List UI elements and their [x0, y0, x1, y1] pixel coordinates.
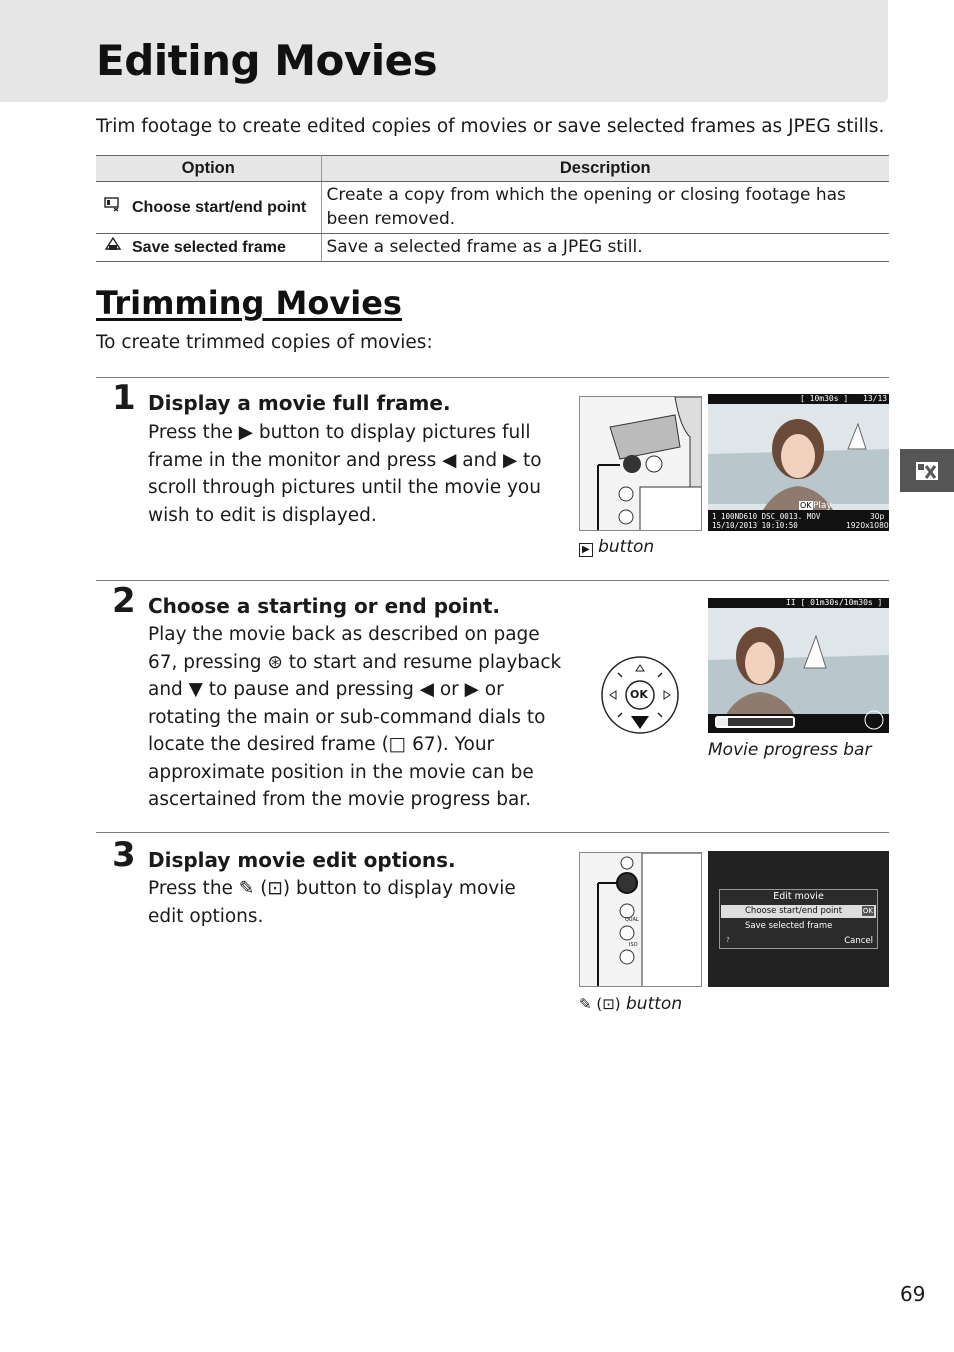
step-body-line: and ▼ to pause and pressing ◀ or ▶ or	[148, 679, 504, 700]
edit-button-caption	[579, 993, 682, 1015]
screen-fps: 30p	[870, 512, 885, 521]
menu-item-selected	[721, 905, 876, 918]
chapter-tab	[900, 449, 954, 492]
step-divider	[96, 832, 889, 833]
section-intro: To create trimmed copies of movies:	[96, 332, 433, 353]
menu-ok-label: OK	[862, 907, 873, 915]
step-number: 3	[112, 835, 136, 875]
screen-date-line: 15/10/2013 10:10:50	[712, 521, 798, 530]
progress-fill	[717, 718, 728, 726]
step-body-line: wish to edit is displayed.	[148, 504, 377, 526]
step-body	[148, 419, 542, 529]
screen-play-label: Play	[813, 501, 832, 511]
table-header-row	[96, 156, 889, 182]
movie-playback-screen	[708, 598, 889, 733]
description-cell: Save a selected frame as a JPEG still.	[321, 234, 889, 262]
step-body	[148, 621, 561, 814]
edit-button-icon: ✎ (⊡)	[579, 995, 621, 1013]
step-body-line: Press the ▶ button to display pictures full	[148, 422, 531, 443]
caption-text: button	[598, 537, 655, 557]
column-header-description: Description	[321, 156, 889, 182]
column-header-option: Option	[96, 156, 321, 182]
option-label: Choose start/end point	[132, 198, 307, 216]
screen-file-line: 1 100ND610 DSC_0013. MOV	[712, 512, 821, 521]
qual-button-label: QUAL	[625, 917, 639, 923]
playback-icon: ▶	[579, 543, 593, 557]
option-label: Save selected frame	[132, 238, 286, 256]
table-row	[96, 182, 889, 234]
save-frame-icon	[104, 236, 124, 260]
menu-title: Edit movie	[773, 891, 824, 902]
step-divider	[96, 580, 889, 581]
edit-movie-menu-screen	[708, 851, 889, 987]
screen-resolution: 1920x1080	[846, 521, 889, 530]
step-body-line: Play the movie back as described on page	[148, 624, 540, 645]
option-cell	[96, 182, 321, 234]
step-heading: Display a movie full frame.	[148, 391, 451, 415]
camera-button-caption	[579, 536, 654, 558]
movie-progress-bar	[715, 716, 795, 728]
step-body	[148, 875, 516, 930]
camera-buttons-illustration	[579, 852, 702, 987]
page-number: 69	[900, 1282, 926, 1306]
movie-full-frame-screen	[708, 394, 889, 531]
camera-back-illustration	[579, 396, 702, 531]
section-title: Trimming Movies	[96, 284, 402, 322]
movie-icon	[914, 458, 940, 484]
step-body-line: edit options.	[148, 905, 264, 927]
menu-help-label: ?	[726, 936, 730, 944]
ok-button-label: OK	[630, 688, 648, 701]
menu-item	[721, 920, 876, 933]
table-row	[96, 234, 889, 262]
playback-counter: II [ 01m30s/10m30s ]	[786, 598, 883, 607]
multi-selector-illustration	[600, 655, 680, 735]
step-body-line: scroll through pictures until the movie you	[148, 477, 541, 498]
progress-bar-caption: Movie progress bar	[708, 740, 872, 760]
options-table	[96, 155, 889, 262]
step-heading: Display movie edit options.	[148, 848, 456, 872]
step-body-line: 67, pressing ⊛ to start and resume playback	[148, 651, 562, 673]
option-cell	[96, 234, 321, 262]
step-number: 2	[112, 581, 136, 621]
choose-start-end-icon	[104, 196, 124, 220]
description-cell: Create a copy from which the opening or closing footage has been removed.	[321, 182, 889, 234]
step-body-line: approximate position in the movie can be	[148, 761, 534, 783]
menu-cancel-label: Cancel	[844, 936, 873, 946]
screen-counter: [ 10m30s ]	[800, 394, 849, 403]
menu-item-label: Choose start/end point	[745, 906, 843, 916]
screen-frame-count: 13/13	[863, 394, 888, 403]
page-title: Editing Movies	[96, 36, 438, 85]
step-body-line: frame in the monitor and press ◀ and ▶ to	[148, 449, 542, 471]
iso-button-label: ISO	[629, 942, 638, 948]
step-number: 1	[112, 378, 136, 418]
step-body-line: locate the desired frame (□ 67). Your	[148, 734, 495, 755]
caption-text: button	[626, 994, 683, 1014]
screen-ok-label: OK	[800, 501, 812, 510]
step-body-line: rotating the main or sub-command dials to	[148, 706, 546, 728]
step-body-line: ascertained from the movie progress bar.	[148, 789, 532, 810]
menu-item-label: Save selected frame	[745, 921, 833, 931]
step-body-line: Press the ✎ (⊡) button to display movie	[148, 878, 516, 899]
step-divider	[96, 377, 889, 378]
step-heading: Choose a starting or end point.	[148, 594, 501, 618]
menu-panel	[719, 889, 878, 949]
intro-text: Trim footage to create edited copies of movies or save selected frames as JPEG stills.	[96, 116, 885, 137]
